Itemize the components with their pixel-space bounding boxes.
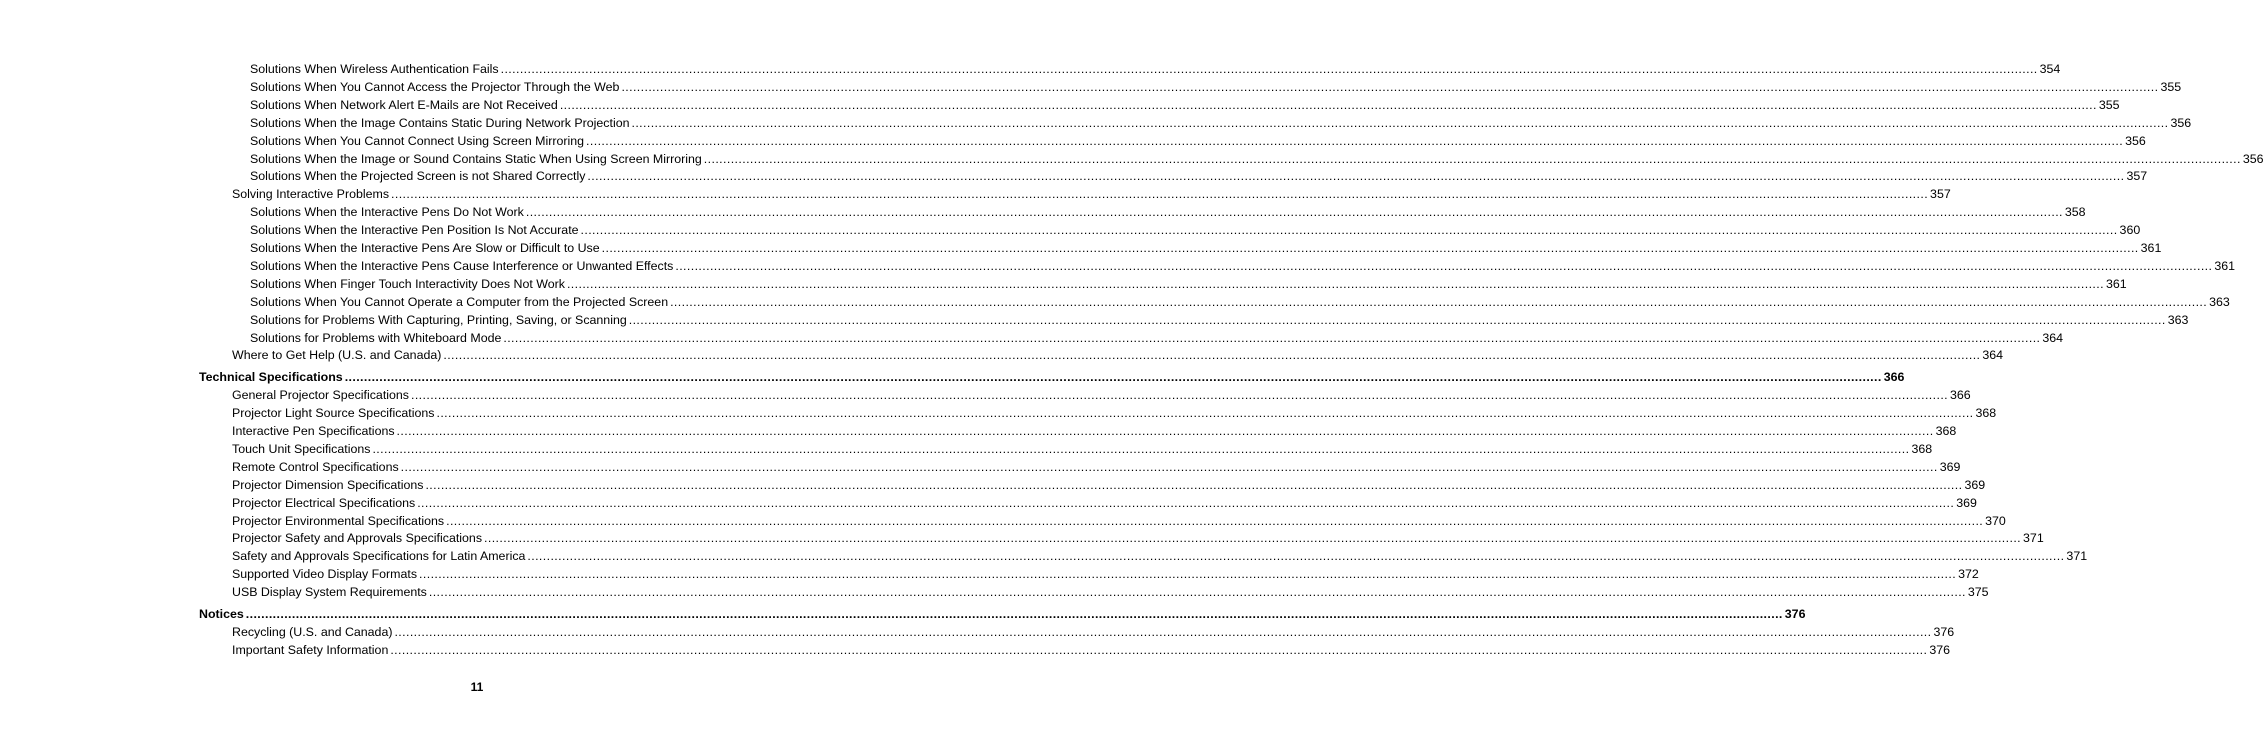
dot-leader: ................................................................................................................................................................................................................................................................................................................................................................................................................ bbox=[436, 406, 1974, 421]
toc-entry-page: 376 bbox=[1933, 624, 1955, 639]
toc-entry[interactable] bbox=[232, 404, 1997, 422]
toc-entry-title: Solving Interactive Problems bbox=[232, 187, 390, 202]
toc-entry[interactable] bbox=[250, 114, 2192, 132]
dot-leader: ................................................................................................................................................................................................................................................................................................................................................................................................................ bbox=[670, 294, 2208, 309]
dot-leader: ................................................................................................................................................................................................................................................................................................................................................................................................................ bbox=[601, 241, 2139, 255]
dot-leader: ................................................................................................................................................................................................................................................................................................................................................................................................................ bbox=[390, 642, 1928, 657]
toc-entry-title: Solutions When the Interactive Pens Do Not Work bbox=[250, 205, 524, 220]
dot-leader: ................................................................................................................................................................................................................................................................................................................................................................................................................ bbox=[245, 606, 1783, 621]
toc-entry-title: Supported Video Display Formats bbox=[232, 567, 418, 582]
dot-leader: ................................................................................................................................................................................................................................................................................................................................................................................................................ bbox=[372, 441, 1910, 456]
toc-entry[interactable] bbox=[250, 60, 2061, 78]
dot-leader: ................................................................................................................................................................................................................................................................................................................................................................................................................ bbox=[396, 424, 1934, 438]
toc-entry-page: 368 bbox=[1935, 424, 1957, 438]
toc-entry[interactable] bbox=[232, 529, 2044, 547]
dot-leader: ................................................................................................................................................................................................................................................................................................................................................................................................................ bbox=[566, 276, 2104, 291]
toc-entry-page: 371 bbox=[2023, 531, 2044, 546]
toc-entry-page: 355 bbox=[2098, 97, 2120, 112]
dot-leader: ................................................................................................................................................................................................................................................................................................................................................................................................................ bbox=[484, 531, 2022, 546]
toc-entry-title: Projector Light Source Specifications bbox=[232, 406, 435, 421]
dot-leader: ................................................................................................................................................................................................................................................................................................................................................................................................................ bbox=[443, 348, 1981, 363]
toc-entry-page: 366 bbox=[1950, 388, 1971, 403]
dot-leader: ................................................................................................................................................................................................................................................................................................................................................................................................................ bbox=[411, 388, 1949, 403]
toc-entry-title: Remote Control Specifications bbox=[232, 459, 399, 474]
toc-entry[interactable] bbox=[250, 78, 2182, 96]
toc-entry[interactable] bbox=[232, 512, 2006, 530]
toc-entry-page: 360 bbox=[2119, 223, 2141, 238]
dot-leader: ................................................................................................................................................................................................................................................................................................................................................................................................................ bbox=[527, 549, 2065, 564]
toc-entry[interactable] bbox=[250, 239, 2162, 257]
toc-entry-page: 376 bbox=[1784, 606, 1806, 621]
toc-entry-title: Solutions When Finger Touch Interactivity Does Not Work bbox=[250, 276, 565, 291]
dot-leader: ................................................................................................................................................................................................................................................................................................................................................................................................................ bbox=[580, 223, 2118, 238]
toc-entry-title: Solutions When the Interactive Pens Cause Interference or Unwanted Effects bbox=[250, 258, 674, 273]
toc-entry-page: 364 bbox=[1982, 348, 2004, 363]
toc-entry-title: Technical Specifications bbox=[199, 369, 343, 384]
dot-leader: ................................................................................................................................................................................................................................................................................................................................................................................................................ bbox=[675, 258, 2213, 273]
toc-entry[interactable] bbox=[232, 583, 1989, 601]
toc-entry-title: General Projector Specifications bbox=[232, 388, 409, 403]
toc-section-heading[interactable] bbox=[199, 368, 1905, 386]
dot-leader: ................................................................................................................................................................................................................................................................................................................................................................................................................ bbox=[446, 513, 1984, 528]
toc-entry-page: 356 bbox=[2242, 151, 2264, 166]
toc-entry-title: Projector Safety and Approvals Specifications bbox=[232, 531, 483, 546]
toc-entry[interactable] bbox=[250, 96, 2120, 114]
dot-leader: ................................................................................................................................................................................................................................................................................................................................................................................................................ bbox=[503, 330, 2041, 345]
toc-entry[interactable] bbox=[232, 440, 1933, 458]
toc-entry-page: 369 bbox=[1964, 477, 1986, 492]
toc-entry-page: 375 bbox=[1967, 585, 1989, 600]
toc-entry[interactable] bbox=[250, 311, 2189, 329]
dot-leader: ................................................................................................................................................................................................................................................................................................................................................................................................................ bbox=[628, 312, 2166, 327]
toc-entry-page: 368 bbox=[1911, 441, 1933, 456]
toc-entry-title: Solutions When the Image or Sound Contains Static When Using Screen Mirroring bbox=[250, 151, 702, 166]
toc-entry-title: Solutions for Problems with Whiteboard Mode bbox=[250, 330, 502, 345]
toc-entry-title: Solutions When Network Alert E-Mails are Not Received bbox=[250, 97, 558, 112]
toc-entry[interactable] bbox=[232, 386, 1971, 404]
toc-entry[interactable] bbox=[232, 641, 1951, 659]
toc-entry-page: 355 bbox=[2160, 79, 2182, 94]
toc-entry[interactable] bbox=[250, 167, 2148, 185]
toc-entry[interactable] bbox=[232, 565, 1979, 583]
dot-leader: ................................................................................................................................................................................................................................................................................................................................................................................................................ bbox=[559, 97, 2097, 112]
toc-entry-title: Recycling (U.S. and Canada) bbox=[232, 624, 393, 639]
toc-entry-title: Projector Environmental Specifications bbox=[232, 513, 445, 528]
toc-entry-page: 361 bbox=[2214, 258, 2236, 273]
toc-entry[interactable] bbox=[232, 623, 1955, 641]
toc-entry-title: Important Safety Information bbox=[232, 642, 389, 657]
toc-entry-page: 363 bbox=[2167, 312, 2189, 327]
toc-entry-page: 368 bbox=[1975, 406, 1997, 421]
dot-leader: ................................................................................................................................................................................................................................................................................................................................................................................................................ bbox=[500, 62, 2038, 76]
toc-entry-title: Solutions When the Image Contains Static During Network Projection bbox=[250, 115, 630, 130]
dot-leader: ................................................................................................................................................................................................................................................................................................................................................................................................................ bbox=[703, 151, 2241, 166]
dot-leader: ................................................................................................................................................................................................................................................................................................................................................................................................................ bbox=[391, 187, 1929, 202]
toc-entry-page: 370 bbox=[1985, 513, 2006, 528]
toc-entry-page: 364 bbox=[2042, 330, 2064, 345]
toc-entry[interactable] bbox=[232, 476, 1986, 494]
dot-leader: ................................................................................................................................................................................................................................................................................................................................................................................................................ bbox=[525, 205, 2063, 220]
toc-entry[interactable] bbox=[232, 494, 1977, 512]
toc-entry-page: 369 bbox=[1956, 495, 1977, 510]
toc-entry-page: 371 bbox=[2066, 549, 2088, 564]
toc-entry[interactable] bbox=[232, 547, 2088, 565]
toc-entry-page: 357 bbox=[1930, 187, 1951, 202]
toc-section-heading[interactable] bbox=[199, 605, 1806, 623]
toc-entry-title: Solutions When You Cannot Connect Using Screen Mirroring bbox=[250, 133, 585, 148]
dot-leader: ................................................................................................................................................................................................................................................................................................................................................................................................................ bbox=[621, 79, 2159, 94]
toc-entry-page: 376 bbox=[1929, 642, 1951, 657]
toc-entry[interactable] bbox=[250, 132, 2146, 150]
toc-entry[interactable] bbox=[250, 275, 2127, 293]
toc-entry-page: 361 bbox=[2140, 241, 2162, 255]
toc-entry[interactable] bbox=[250, 293, 2230, 311]
toc-entry-page: 363 bbox=[2209, 294, 2230, 309]
toc-entry-title: Solutions When Wireless Authentication Fails bbox=[250, 62, 499, 76]
toc-entry[interactable] bbox=[232, 185, 1951, 203]
toc-entry-page: 369 bbox=[1939, 459, 1961, 474]
toc-entry-title: Solutions When You Cannot Operate a Computer from the Projected Screen bbox=[250, 294, 669, 309]
toc-entry-title: Solutions When the Projected Screen is not Shared Correctly bbox=[250, 169, 586, 184]
dot-leader: ................................................................................................................................................................................................................................................................................................................................................................................................................ bbox=[344, 369, 1882, 384]
toc-entry-title: Solutions When the Interactive Pen Position Is Not Accurate bbox=[250, 223, 579, 238]
toc-entry[interactable] bbox=[232, 422, 1957, 440]
dot-leader: ................................................................................................................................................................................................................................................................................................................................................................................................................ bbox=[631, 115, 2169, 130]
toc-entry-title: Solutions When the Interactive Pens Are Slow or Difficult to Use bbox=[250, 241, 600, 255]
toc-entry-title: Projector Dimension Specifications bbox=[232, 477, 424, 492]
toc-entry-title: Solutions for Problems With Capturing, Printing, Saving, or Scanning bbox=[250, 312, 627, 327]
toc-entry[interactable] bbox=[250, 221, 2141, 239]
toc-entry-page: 361 bbox=[2105, 276, 2127, 291]
dot-leader: ................................................................................................................................................................................................................................................................................................................................................................................................................ bbox=[400, 459, 1938, 474]
toc-entry-page: 356 bbox=[2125, 133, 2146, 148]
toc-entry-page: 356 bbox=[2170, 115, 2192, 130]
toc-entry[interactable] bbox=[232, 346, 2004, 364]
toc-entry[interactable] bbox=[250, 150, 2264, 168]
toc-entry-page: 357 bbox=[2126, 169, 2148, 184]
dot-leader: ................................................................................................................................................................................................................................................................................................................................................................................................................ bbox=[425, 477, 1963, 492]
toc-entry-title: USB Display System Requirements bbox=[232, 585, 427, 600]
toc-entry-title: Touch Unit Specifications bbox=[232, 441, 371, 456]
toc-entry[interactable] bbox=[232, 458, 1961, 476]
toc-entry-page: 358 bbox=[2064, 205, 2086, 220]
dot-leader: ................................................................................................................................................................................................................................................................................................................................................................................................................ bbox=[417, 495, 1955, 510]
toc-entry-title: Where to Get Help (U.S. and Canada) bbox=[232, 348, 442, 363]
dot-leader: ................................................................................................................................................................................................................................................................................................................................................................................................................ bbox=[587, 169, 2125, 184]
page-number: 11 bbox=[470, 680, 484, 694]
dot-leader: ................................................................................................................................................................................................................................................................................................................................................................................................................ bbox=[428, 585, 1966, 600]
toc-entry[interactable] bbox=[250, 203, 2086, 221]
toc-entry[interactable] bbox=[250, 257, 2236, 275]
dot-leader: ................................................................................................................................................................................................................................................................................................................................................................................................................ bbox=[394, 624, 1932, 639]
toc-entry-title: Projector Electrical Specifications bbox=[232, 495, 416, 510]
toc-entry-page: 372 bbox=[1958, 567, 1979, 582]
toc-entry[interactable] bbox=[250, 329, 2064, 347]
toc-entry-title: Solutions When You Cannot Access the Projector Through the Web bbox=[250, 79, 620, 94]
dot-leader: ................................................................................................................................................................................................................................................................................................................................................................................................................ bbox=[419, 567, 1957, 582]
toc-entry-title: Interactive Pen Specifications bbox=[232, 424, 395, 438]
toc-entry-title: Notices bbox=[199, 606, 244, 621]
toc-entry-title: Safety and Approvals Specifications for Latin America bbox=[232, 549, 526, 564]
toc-entry-page: 366 bbox=[1883, 369, 1905, 384]
toc-entry-page: 354 bbox=[2039, 62, 2061, 76]
dot-leader: ................................................................................................................................................................................................................................................................................................................................................................................................................ bbox=[586, 133, 2124, 148]
